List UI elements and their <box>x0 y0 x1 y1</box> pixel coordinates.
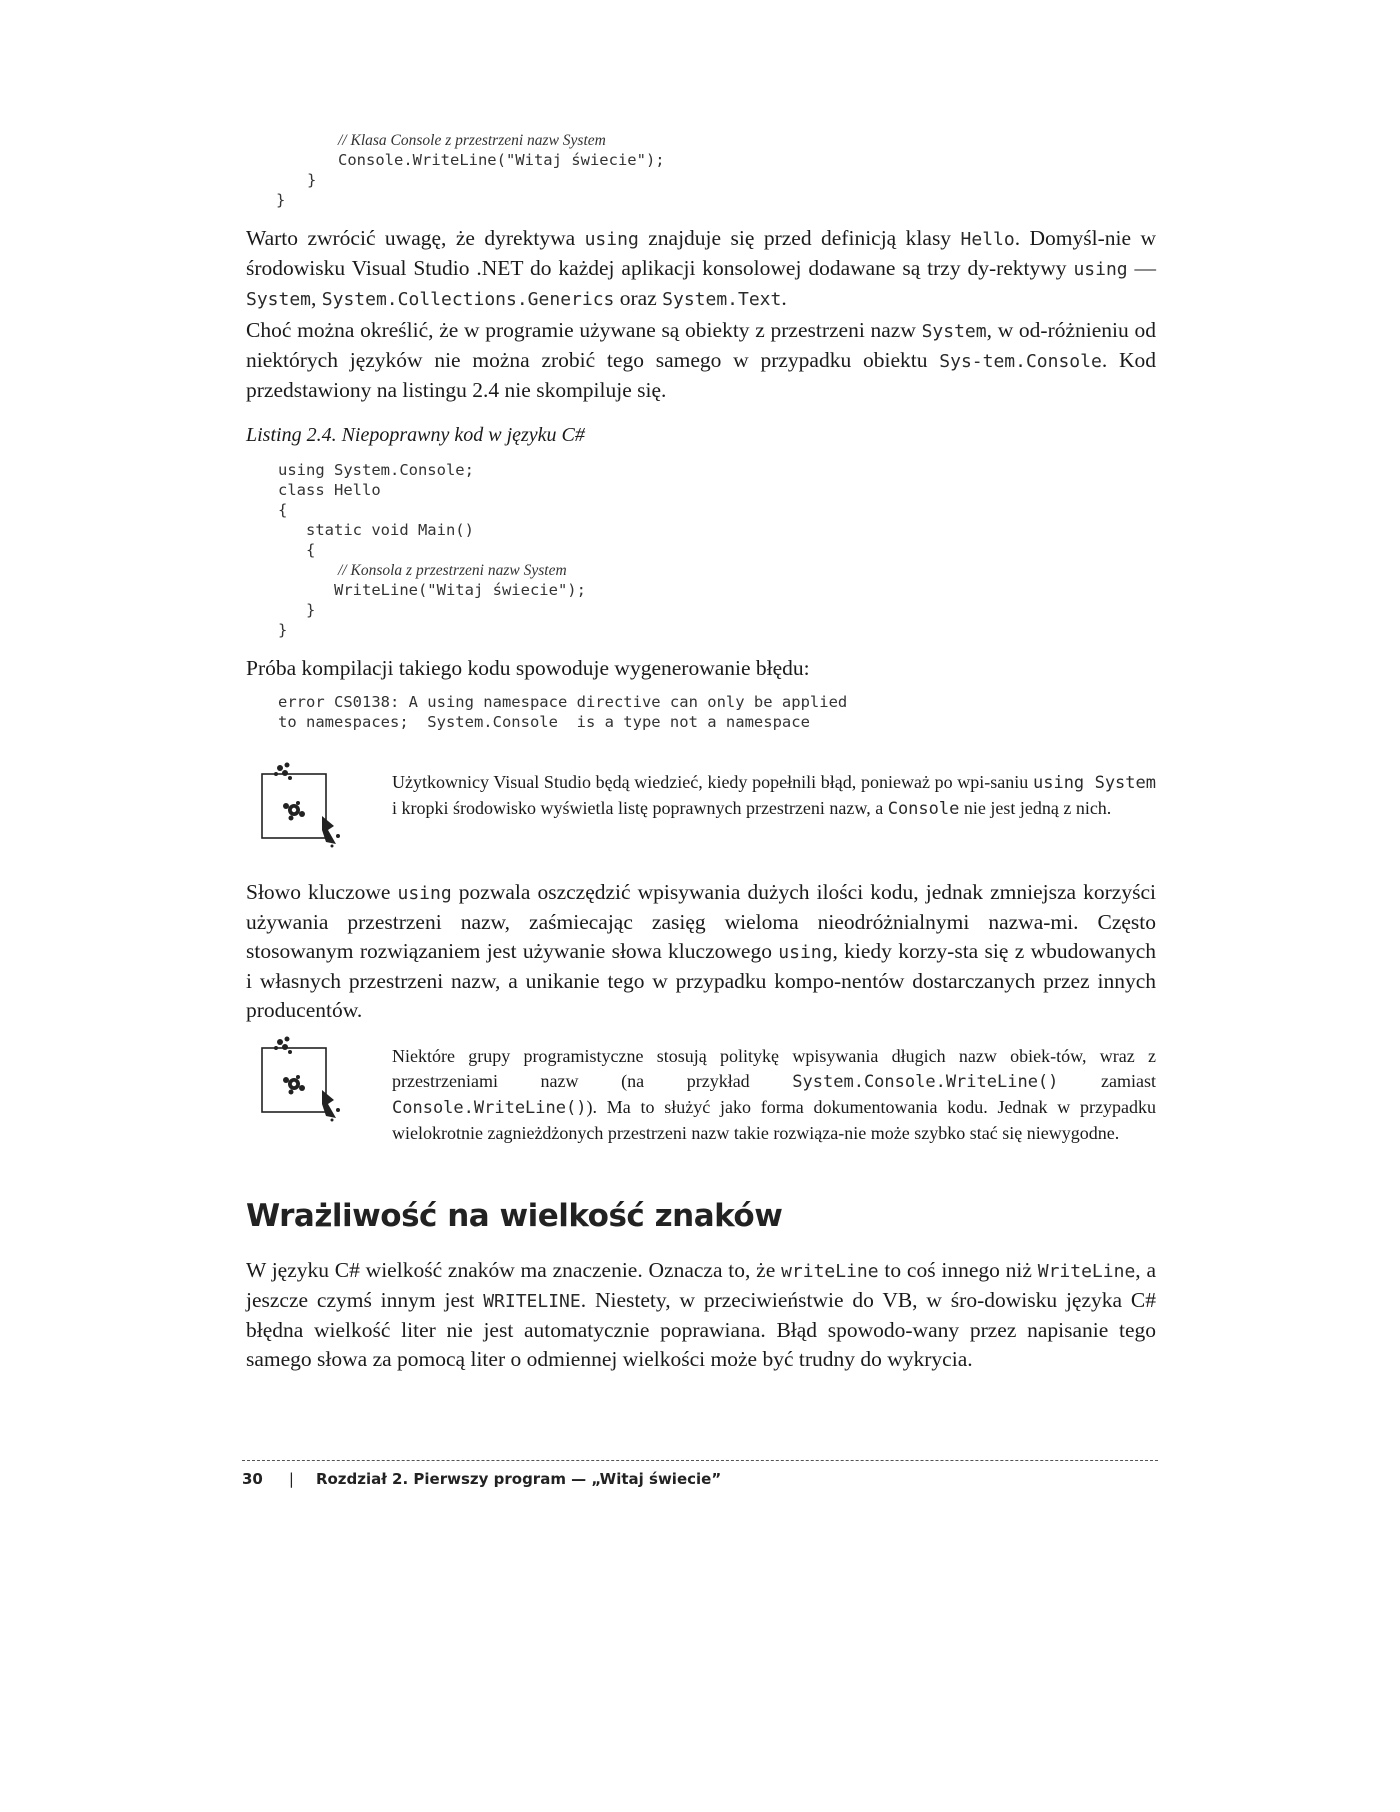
paragraph-system-console <box>246 316 1156 405</box>
tip-icon <box>256 1030 348 1122</box>
section-heading-block <box>246 1198 1156 1234</box>
paragraph-using-directive <box>246 224 1156 314</box>
code-block <box>246 130 1156 210</box>
code-block <box>246 460 1156 640</box>
text-run: Warto zwrócić uwagę, że dyrektywa <box>246 226 585 250</box>
text-run: ). Ma to służyć jako forma dokumentowania kodu. Jednak w przypadku wielokrotnie zagnieżdżonych przestrzeni nazw takie rozwiąza-nie może szybko stać się niewygodne. <box>392 1097 1156 1143</box>
inline-code: System <box>921 321 987 342</box>
text-run: i kropki środowisko wyświetla listę poprawnych przestrzeni nazw, a <box>392 798 888 818</box>
text-run: , w od-różnieniu od niektórych języków nie można zrobić tego samego w przypadku obiektu <box>246 318 1156 372</box>
note-text <box>392 1044 1156 1146</box>
tip-icon <box>256 756 348 848</box>
text-run: pozwala oszczędzić wpisywania dużych ilości kodu, jednak zmniejsza korzyści używania przestrzeni nazw, zaśmiecając zasięg wieloma nieodróżnialnymi nazwa-mi. Często stosowanym rozwiązaniem jest używanie słowa kluczowego <box>246 880 1156 963</box>
code-line: to namespaces; System.Console is a type not a namespace <box>278 713 810 731</box>
inline-code: WriteLine <box>1037 1261 1136 1282</box>
inline-code: Sys-tem.Console <box>939 351 1102 372</box>
text-run: . Niestety, w przeciwieństwie do VB, w śro-dowisku języka C# błędna wielkość liter nie jest automatycznie poprawiana. Błąd spowodo-wany przez napisanie tego samego słowa za pomocą liter o odmiennej wielkości może być trudny do wykrycia. <box>246 1288 1156 1371</box>
text-run: , <box>311 286 322 310</box>
paragraph-case-sensitivity <box>246 1256 1156 1374</box>
text-run: — <box>1127 256 1157 280</box>
paragraph <box>246 878 1156 1025</box>
paragraph <box>246 224 1156 314</box>
inline-code: using <box>778 942 833 963</box>
tip-note <box>246 756 1156 856</box>
text-run: Użytkownicy Visual Studio będą wiedzieć, kiedy popełnili błąd, ponieważ po wpi-saniu <box>392 772 1033 792</box>
page-footer <box>242 1470 721 1488</box>
inline-code: using <box>397 883 452 904</box>
code-line: { <box>278 501 288 519</box>
code-line: using System.Console; <box>278 461 474 479</box>
inline-code: System.Text <box>662 289 782 310</box>
inline-code: using <box>1073 259 1128 280</box>
inline-code: Console.WriteLine() <box>392 1098 587 1118</box>
inline-code: Console <box>887 799 960 819</box>
caption-text: Listing 2.4. Niepoprawny kod w języku C# <box>246 424 585 446</box>
listing-caption <box>246 424 1156 447</box>
inline-code: System.Console.WriteLine() <box>792 1072 1059 1092</box>
inline-code: writeLine <box>781 1261 879 1282</box>
text-run: zamiast <box>1058 1071 1156 1091</box>
code-line: } <box>276 191 286 209</box>
code-line: } <box>278 601 316 619</box>
note-text <box>392 770 1156 822</box>
text-run: . Kod przedstawiony na listingu 2.4 nie skompiluje się. <box>246 348 1157 402</box>
code-line: error CS0138: A using namespace directive can only be applied <box>278 693 848 711</box>
section-heading: Wrażliwość na wielkość znaków <box>246 1198 783 1234</box>
text-run: Niektóre grupy programistyczne stosują politykę wpisywania długich nazw obiek-tów, wraz z przestrzeniami nazw (na przykład <box>392 1046 1156 1091</box>
text-run: , kiedy korzy-sta się z wbudowanych i własnych przestrzeni nazw, a unikanie tego w przypadku kompo-nentów dostarczanych przez innych producentów. <box>246 939 1157 1022</box>
code-comment: // Konsola z przestrzeni nazw System <box>338 562 567 579</box>
code-block <box>246 692 1156 732</box>
code-line: } <box>307 171 317 189</box>
text-run: oraz <box>614 286 663 310</box>
text-run: , a jeszcze czymś innym jest <box>246 1258 1157 1312</box>
text-run: nie jest jedną z nich. <box>959 798 1112 818</box>
code-line: static void Main() <box>278 521 474 539</box>
text-run: . <box>781 286 787 310</box>
paragraph-using-keyword <box>246 878 1156 1025</box>
tip-note <box>246 1030 1156 1170</box>
footer-separator: | <box>288 1470 294 1488</box>
paragraph <box>246 316 1156 405</box>
code-line: WriteLine("Witaj świecie"); <box>278 581 586 599</box>
page-number: 30 <box>242 1470 263 1488</box>
paragraph: Próba kompilacji takiego kodu spowoduje wygenerowanie błędu: <box>246 656 810 680</box>
text-run: W języku C# wielkość znaków ma znaczenie. Oznacza to, że <box>246 1258 782 1282</box>
text-run: Choć można określić, że w programie używane są obiekty z przestrzeni nazw <box>246 318 922 342</box>
inline-code: Hello <box>960 229 1015 250</box>
inline-code: System.Collections.Generics <box>321 289 615 310</box>
code-line: class Hello <box>278 481 381 499</box>
code-line: } <box>278 621 288 639</box>
paragraph <box>246 1256 1156 1374</box>
text-run: Słowo kluczowe <box>246 880 398 904</box>
inline-code: using <box>584 229 639 250</box>
inline-code: WRITELINE <box>483 1291 581 1312</box>
paragraph-compile-error <box>246 654 1156 683</box>
chapter-title: Rozdział 2. Pierwszy program — „Witaj świecie” <box>315 1470 722 1488</box>
code-comment: // Klasa Console z przestrzeni nazw System <box>338 132 606 149</box>
listing-code <box>246 460 1156 640</box>
code-fragment-top <box>246 130 1156 210</box>
text-run: . Domyśl-nie w środowisku Visual Studio .NET do każdej aplikacji konsolowej dodawane są trzy dy-rektywy <box>246 226 1157 280</box>
code-line: Console.WriteLine("Witaj świecie"); <box>338 151 665 169</box>
footer-rule <box>242 1460 1158 1461</box>
inline-code: System <box>246 289 312 310</box>
text-run: to coś innego niż <box>878 1258 1038 1282</box>
code-line: { <box>278 541 316 559</box>
text-run: znajduje się przed definicją klasy <box>638 226 961 250</box>
inline-code: using System <box>1032 773 1156 793</box>
error-output <box>246 692 1156 732</box>
